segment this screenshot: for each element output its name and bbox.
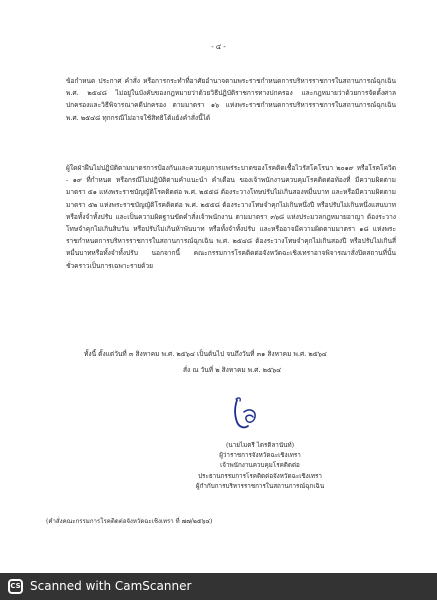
handwritten-signature <box>231 396 261 432</box>
signer-title-governor: ผู้ว่าราชการจังหวัดฉะเชิงเทรา <box>219 452 301 460</box>
issued-date-line: สั่ง ณ วันที่ ๒ สิงหาคม พ.ศ. ๒๕๖๔ <box>183 366 282 374</box>
signer-name: (นายไมตรี ไตรติลานันท์) <box>225 442 295 449</box>
camscanner-logo-icon: CS <box>8 579 23 594</box>
body-paragraph-1: ข้อกำหนด ประกาศ คำสั่ง หรือการกระทำที่อาศัยอำนาจตามพระราชกำหนดการบริหารราชการในสถานการณ์ฉุกเฉิน พ.ศ. ๒๕๔๘ ไม่อยู่ในบังคับของกฎหมายว่าด้วยวิธีปฏิบัติราชการทางปกครอง และกฎหมายว่าด้วยการจัดตั้งศาลปกครองและวิธีพิจารณาคดีปกครอง ตามมาตรา ๑๖ แห่งพระราชกำหนดการบริหารราชการในสถานการณ์ฉุกเฉิน พ.ศ. ๒๕๔๘ ทุกกรณีไม่อาจใช้สิทธิโต้แย้งคำสั่งนี้ได้ <box>66 77 396 122</box>
order-reference-footnote: (คำสั่งคณะกรรมการโรคติดต่อจังหวัดฉะเชิงเทรา ที่ ๗๗/๒๕๖๔) <box>46 518 213 525</box>
signer-title-disease-officer: เจ้าพนักงานควบคุมโรคติดต่อ <box>220 462 300 470</box>
page-number: - ๔ - <box>211 43 226 51</box>
signer-title-committee-chair: ประธานกรรมการโรคติดต่อจังหวัดฉะเชิงเทรา <box>198 472 322 480</box>
signature-block <box>175 441 345 492</box>
effective-date-line: ทั้งนี้ ตั้งแต่วันที่ ๓ สิงหาคม พ.ศ. ๒๕๖๔ เป็นต้นไป จนถึงวันที่ ๓๑ สิงหาคม พ.ศ. ๒๕๖๔ <box>84 350 327 358</box>
watermark-text: Scanned with CamScanner <box>30 579 192 593</box>
body-paragraph-2: ผู้ใดฝ่าฝืนไม่ปฏิบัติตามมาตรการป้องกันและควบคุมการแพร่ระบาดของโรคติดเชื้อไวรัสโคโรนา ๒๐๑๙ หรือโรคโควิด - ๑๙ ที่กำหนด หรือกรณีไม่ปฏิบัติตามคำแนะนำ คำเตือน ของเจ้าพนักงานควบคุมโรคติดต่อท้องที่ มีความผิดตามมาตรา ๕๑ แห่งพระราชบัญญัติโรคติดต่อ พ.ศ. ๒๕๕๘ ต้องระวางโทษปรับไม่เกินสองหมื่นบาท และหรือมีความผิดตามมาตรา ๕๒ แห่งพระราชบัญญัติโรคติดต่อ พ.ศ. ๒๕๕๘ ต้องระวางโทษจำคุกไม่เกินหนึ่งปี หรือปรับไม่เกินหนึ่งแสนบาท หรือทั้งจำทั้งปรับ และเป็นความผิดฐานขัดคำสั่งเจ้าพนักงาน ตามมาตรา ๓๖๘ แห่งประมวลกฎหมายอาญา ต้องระวางโทษจำคุกไม่เกินสิบวัน หรือปรับไม่เกินห้าพันบาท หรือทั้งจำทั้งปรับ และหรืออาจมีความผิดตามมาตรา ๑๘ แห่งพระราชกำหนดการบริหารราชการในสถานการณ์ฉุกเฉิน พ.ศ. ๒๕๔๘ ต้องระวางโทษจำคุกไม่เกินสองปี หรือปรับไม่เกินสี่หมื่นบาทหรือทั้งจำทั้งปรับ นอกจากนี้ คณะกรรมการโรคติดต่อจังหวัดฉะเชิงเทราอาจพิจารณาสั่งปิดสถานที่นั้นชั่วคราวเป็นการเฉพาะรายด้วย <box>66 164 396 270</box>
scanner-watermark-bar <box>0 573 437 600</box>
signer-title-emergency-supervisor: ผู้กำกับการบริหารราชการในสถานการณ์ฉุกเฉิน <box>195 482 325 490</box>
